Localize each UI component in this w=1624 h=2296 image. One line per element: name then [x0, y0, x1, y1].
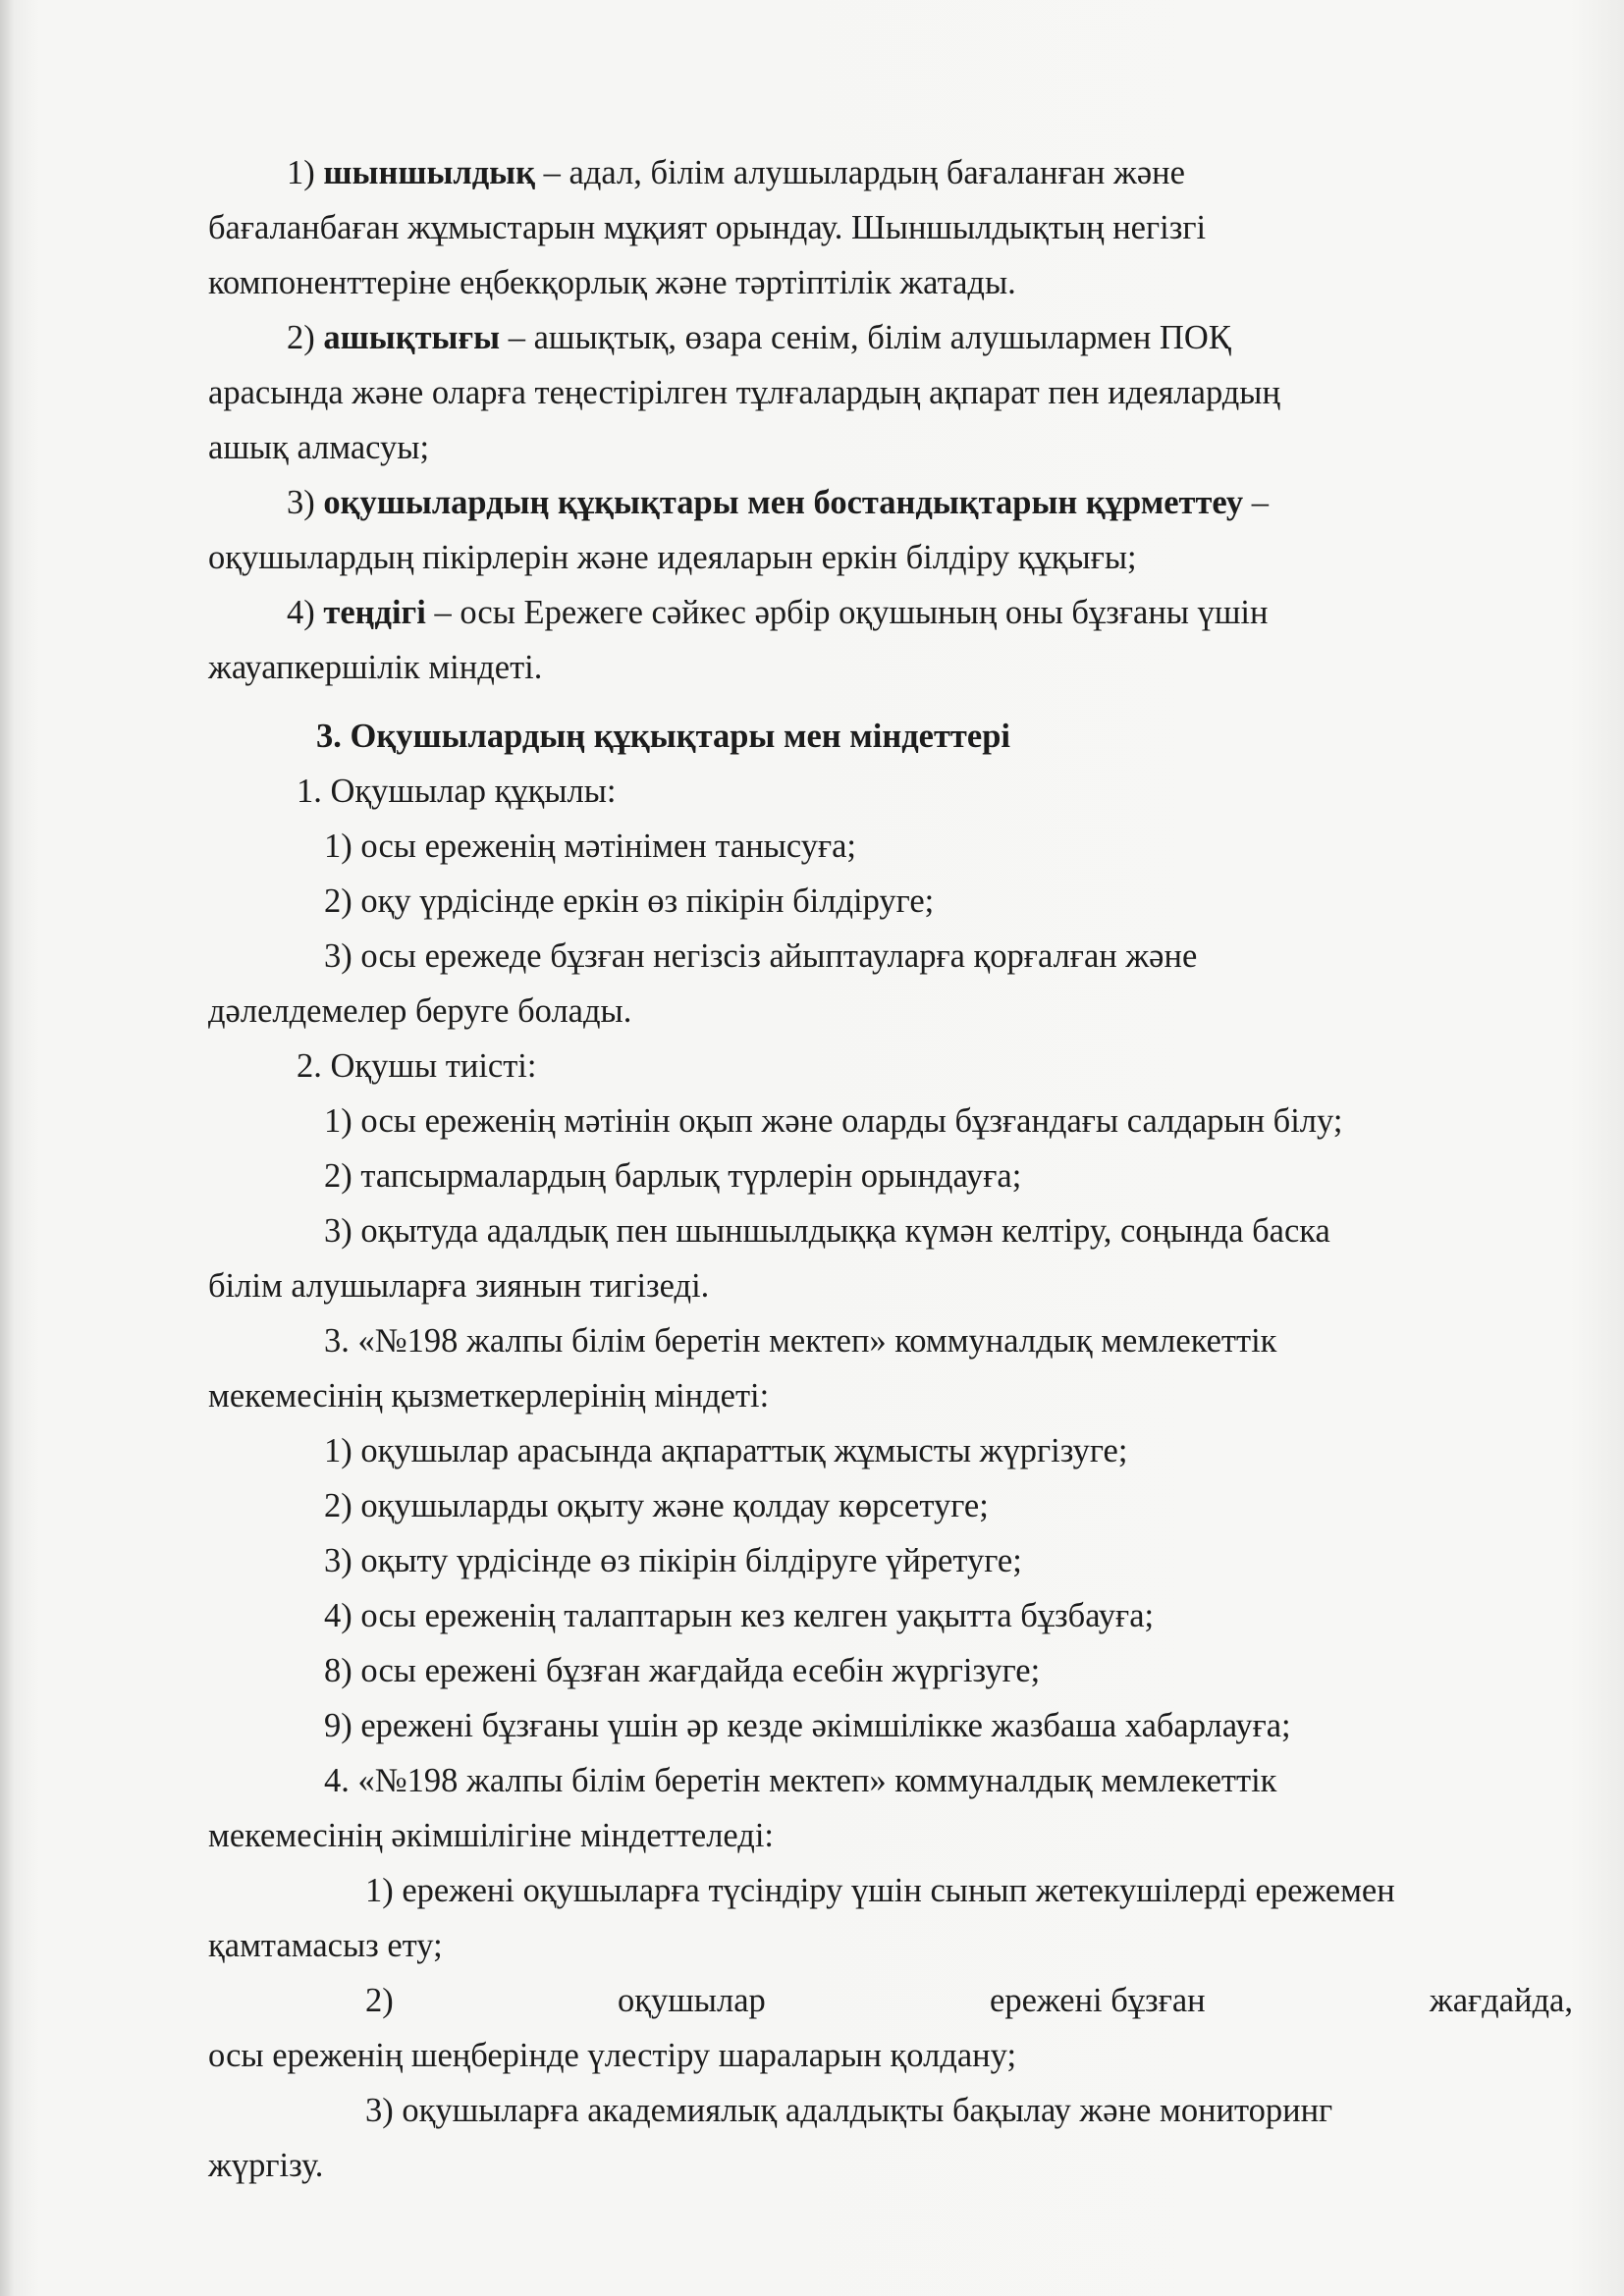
- rights-title: 1. Оқушылар құқылы:: [297, 773, 617, 810]
- scan-edge-shadow: [0, 0, 14, 2296]
- staff-item-4: 4) осы ереженің талаптарын кез келген уақытта бұзбауға;: [324, 1597, 1155, 1634]
- principle-openness-line1: 2) ашықтығы – ашықтық, өзара сенім, білім алушылармен ПОҚ: [287, 319, 1231, 356]
- admin-item-3-line1: 3) оқушыларға академиялық адалдықты бақылау және мониторинг: [365, 2092, 1333, 2129]
- admin-item-1-line1: 1) ережені оқушыларға түсіндіру үшін сынып жетекушілерді ережемен: [365, 1872, 1395, 1909]
- principle-openness-line3: ашық алмасуы;: [208, 429, 430, 466]
- section3-heading: 3. Оқушылардың құқықтары мен міндеттері: [316, 718, 1010, 755]
- staff-item-3: 3) оқыту үрдісінде өз пікірін білдіруге үйретуге;: [324, 1542, 1022, 1579]
- admin-item-2-line1: 2) оқушылар ережені бұзған жағдайда,: [365, 1982, 1573, 2019]
- rights-item-3-line1: 3) осы ережеде бұзған негізсіз айыптауларға қорғалған және: [324, 937, 1198, 975]
- principle-equality-line1: 4) теңдігі – осы Ережеге сәйкес әрбір оқушының оны бұзғаны үшін: [287, 594, 1269, 631]
- term-honesty: шыншылдық: [323, 154, 535, 191]
- staff-item-2: 2) оқушыларды оқыту және қолдау көрсетуге;: [324, 1487, 989, 1524]
- staff-item-1: 1) оқушылар арасында ақпараттық жұмысты жүргізуге;: [324, 1432, 1128, 1469]
- rights-item-2: 2) оқу үрдісінде еркін өз пікірін білдіруге;: [324, 882, 935, 920]
- admin-item-1-line2: қамтамасыз ету;: [208, 1927, 443, 1964]
- document-body: [208, 145, 1583, 2193]
- duties-item-2: 2) тапсырмалардың барлық түрлерін орындауға;: [324, 1157, 1022, 1195]
- principle-honesty-line3: компоненттеріне еңбекқорлық және тәртіптілік жатады.: [208, 264, 1016, 301]
- admin-item-3-line2: жүргізу.: [208, 2147, 324, 2184]
- principle-honesty-line2: бағаланбаған жұмыстарын мұқият орындау. Шыншылдықтың негізгі: [208, 209, 1207, 246]
- staff-duties-title-line2: мекемесінің қызметкерлерінің міндеті:: [208, 1377, 770, 1415]
- staff-duties-title-line1: 3. «№198 жалпы білім беретін мектеп» коммуналдық мемлекеттік: [324, 1322, 1277, 1360]
- admin-duties-title-line1: 4. «№198 жалпы білім беретін мектеп» коммуналдық мемлекеттік: [324, 1762, 1277, 1799]
- duties-item-1: 1) осы ереженің мәтінін оқып және оларды бұзғандағы салдарын білу;: [324, 1102, 1343, 1140]
- duties-item-3-line2: білім алушыларға зиянын тигізеді.: [208, 1267, 710, 1305]
- duties-title: 2. Оқушы тиісті:: [297, 1047, 537, 1085]
- term-equality: теңдігі: [323, 594, 426, 631]
- principle-rights-line1: 3) оқушылардың құқықтары мен бостандықтарын құрметтеу –: [287, 484, 1269, 521]
- admin-duties-title-line2: мекемесінің әкімшілігіне міндеттеледі:: [208, 1817, 774, 1854]
- principle-honesty-line1: 1) шыншылдық – адал, білім алушылардың бағаланған және: [287, 154, 1185, 191]
- term-rights: оқушылардың құқықтары мен бостандықтарын құрметтеу: [323, 484, 1244, 521]
- principle-equality-line2: жауапкершілік міндеті.: [208, 649, 543, 686]
- principle-rights-line2: оқушылардың пікірлерін және идеяларын еркін білдіру құқығы;: [208, 539, 1137, 576]
- admin-item-2-line2: осы ереженің шеңберінде үлестіру шараларын қолдану;: [208, 2037, 1017, 2074]
- rights-item-3-line2: дәлелдемелер беруге болады.: [208, 992, 632, 1030]
- staff-item-8: 8) осы ережені бұзған жағдайда есебін жүргізуге;: [324, 1652, 1041, 1689]
- principle-openness-line2: арасында және оларға теңестірілген тұлғалардың ақпарат пен идеялардың: [208, 374, 1280, 411]
- staff-item-9: 9) ережені бұзғаны үшін әр кезде әкімшілікке жазбаша хабарлауға;: [324, 1707, 1291, 1744]
- duties-item-3-line1: 3) оқытуда адалдық пен шыншылдыққа күмән келтіру, соңында баска: [324, 1212, 1330, 1250]
- rights-item-1: 1) осы ереженің мәтінімен танысуға;: [324, 828, 856, 865]
- term-openness: ашықтығы: [323, 319, 501, 356]
